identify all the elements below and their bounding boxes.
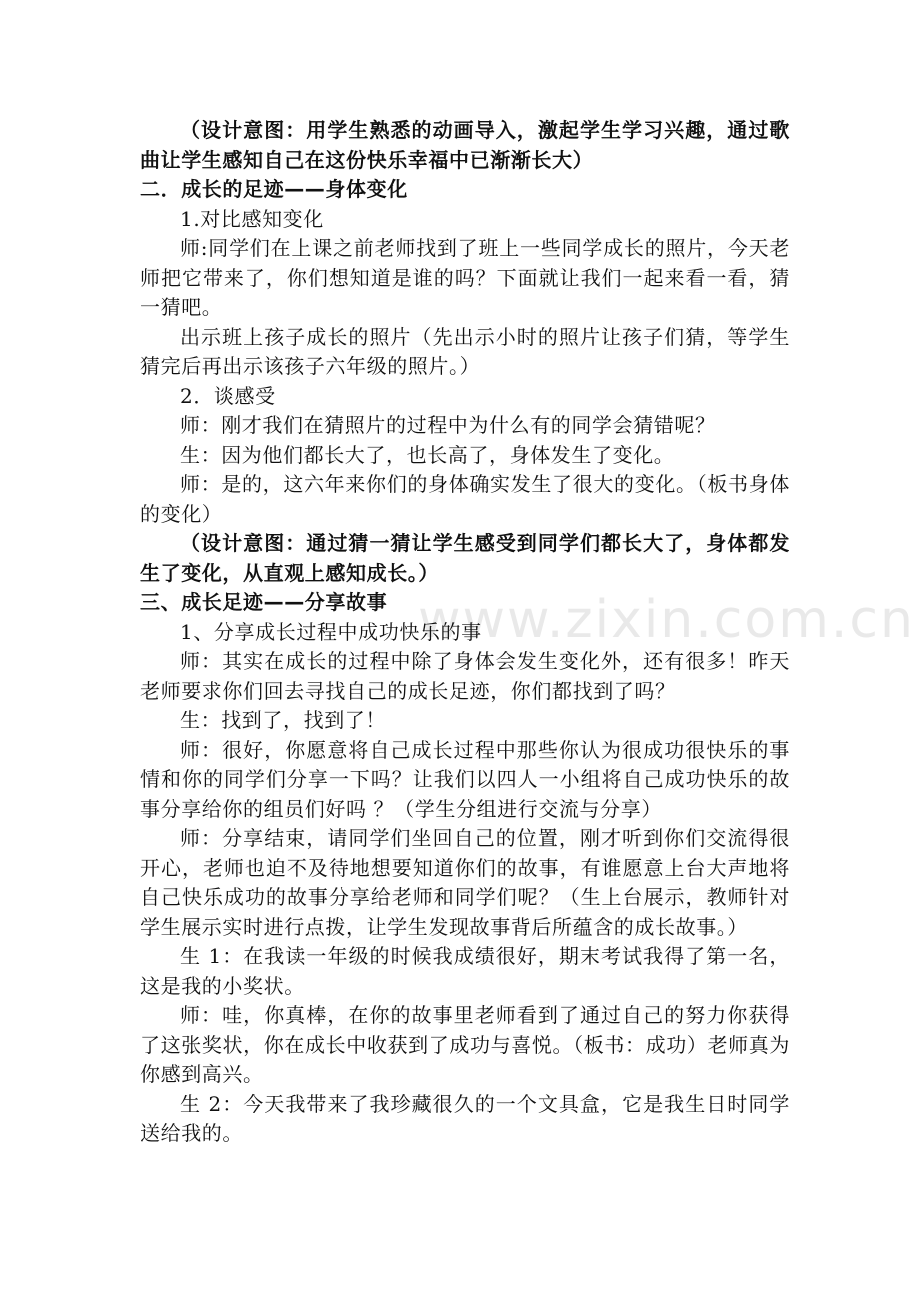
teacher-line-4: 师：其实在成长的过程中除了身体会发生变化外，还有很多！昨天老师要求你们回去寻找自己的成长足迹，你们都找到了吗？ [140,649,790,703]
teacher-line-6: 师：分享结束，请同学们坐回自己的位置，刚才听到你们交流得很开心，老师也迫不及待地想要知道你们的故事，有谁愿意上台大声地将自己快乐成功的故事分享给老师和同学们呢？（生上台展示，教师针对学生展示实时进行点拨，让学生发现故事背后所蕴含的成长故事。） [140,826,790,939]
student-line-2: 生：找到了，找到了！ [180,708,386,732]
student-line-1: 生：因为他们都长大了，也长高了，身体发生了变化。 [180,442,675,467]
watermark-text: www.zixin.com.cn [418,590,915,650]
student-line-4: 生 2：今天我带来了我珍藏很久的一个文具盒，它是我生日时同学送给我的。 [140,1091,790,1145]
design-intent-2: （设计意图：通过猜一猜让学生感受到同学们都长大了，身体都发生了变化，从直观上感知成长。） [140,531,790,585]
subheading-feelings: 2．谈感受 [180,383,276,408]
teacher-line-1: 师:同学们在上课之前老师找到了班上一些同学成长的照片，今天老师把它带来了，你们想知道是谁的吗？下面就让我们一起来看一看，猜一猜吧。 [140,236,790,319]
section-heading-3: 三、成长足迹——分享故事 [140,590,388,614]
student-line-3: 生 1：在我读一年级的时候我成绩很好，期末考试我得了第一名，这是我的小奖状。 [140,944,790,998]
teacher-line-2: 师：刚才我们在猜照片的过程中为什么有的同学会猜错呢？ [180,413,716,437]
subheading-compare: 1.对比感知变化 [180,206,324,231]
teacher-line-3: 师：是的，这六年来你们的身体确实发生了很大的变化。（板书身体的变化） [140,472,790,526]
section-heading-2: 二．成长的足迹——身体变化 [140,177,408,201]
teacher-line-7: 师：哇，你真棒，在你的故事里老师看到了通过自己的努力你获得了这张奖状，你在成长中收获到了成功与喜悦。（板书：成功）老师真为你感到高兴。 [140,1003,790,1086]
subheading-share: 1、分享成长过程中成功快乐的事 [180,619,482,644]
design-intent-1: （设计意图：用学生熟悉的动画导入，激起学生学习兴趣，通过歌曲让学生感知自己在这份快乐幸福中已渐渐长大） [140,118,790,172]
activity-photos: 出示班上孩子成长的照片（先出示小时的照片让孩子们猜，等学生猜完后再出示该孩子六年级的照片。） [140,324,790,378]
teacher-line-5: 师：很好，你愿意将自己成长过程中那些你认为很成功很快乐的事情和你的同学们分享一下吗？让我们以四人一小组将自己成功快乐的故事分享给你的组员们好吗 ？（学生分组进行交流与分享） [140,737,790,821]
document-body [140,116,790,1149]
